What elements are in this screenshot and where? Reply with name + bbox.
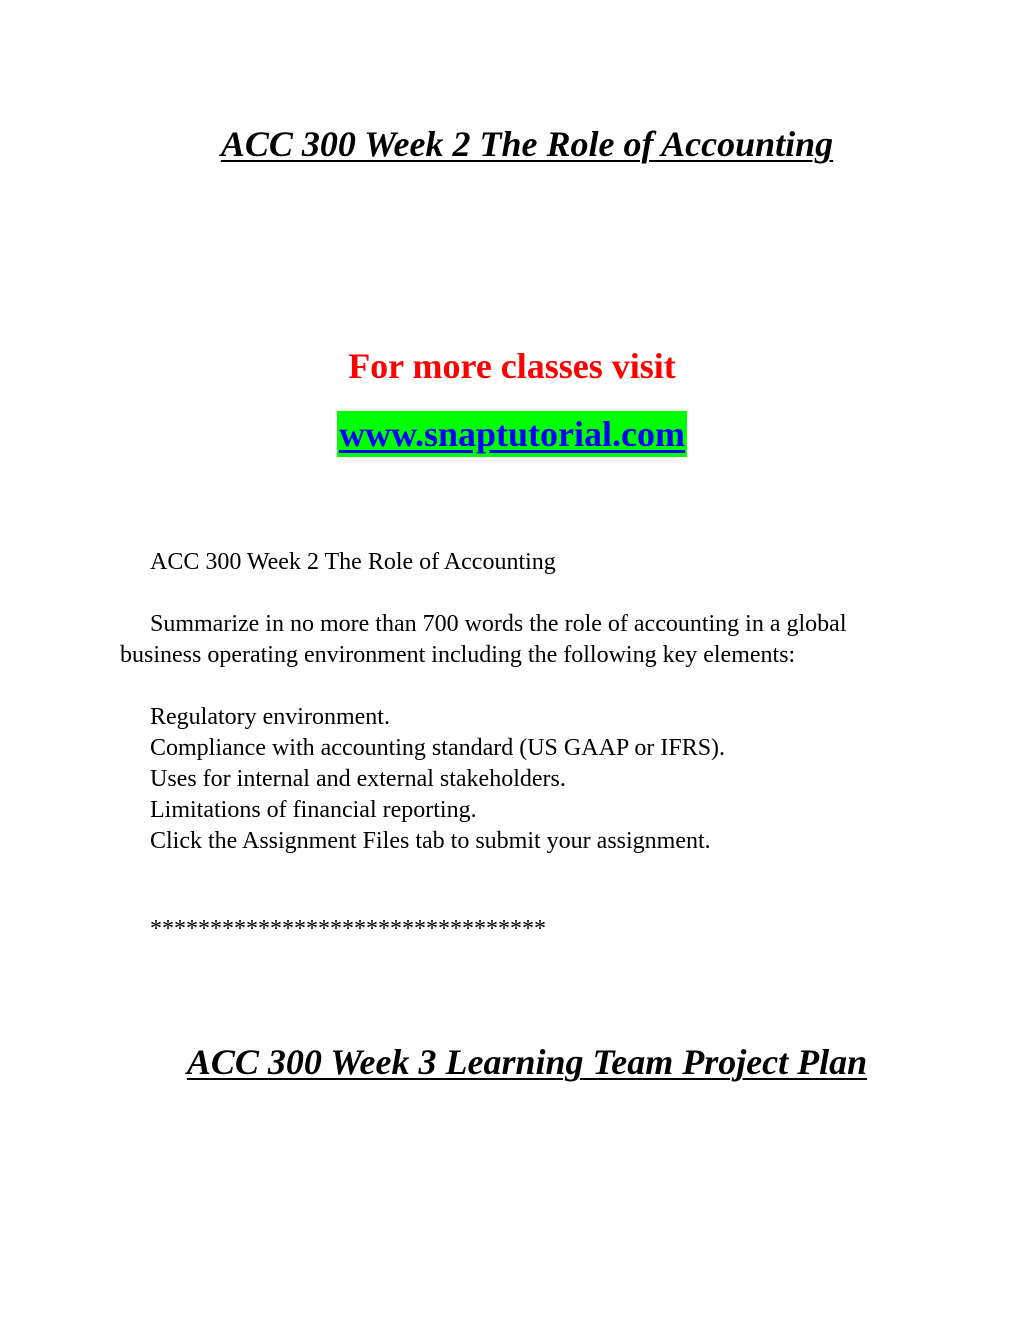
list-item: Regulatory environment. bbox=[150, 704, 390, 730]
heading-week2-text: ACC 300 Week 2 The Role of Accounting bbox=[220, 124, 834, 164]
assignment-subtitle: ACC 300 Week 2 The Role of Accounting bbox=[150, 549, 556, 575]
heading-week2 bbox=[15, 122, 1024, 166]
site-link[interactable]: www.snaptutorial.com bbox=[337, 411, 687, 457]
list-item: Uses for internal and external stakeholders. bbox=[150, 766, 566, 792]
promo-text: For more classes visit bbox=[348, 346, 676, 386]
heading-week3-text: ACC 300 Week 3 Learning Team Project Plan bbox=[186, 1042, 868, 1082]
assignment-summary: Summarize in no more than 700 words the role of accounting in a global business operating environment including the following key elements: bbox=[120, 611, 847, 668]
key-elements-list bbox=[150, 702, 725, 857]
site-link-wrapper bbox=[0, 411, 1024, 457]
list-item: Limitations of financial reporting. bbox=[150, 797, 477, 823]
separator: ********************************* bbox=[150, 916, 546, 942]
list-item: Compliance with accounting standard (US GAAP or IFRS). bbox=[150, 735, 726, 761]
list-item: Click the Assignment Files tab to submit your assignment. bbox=[150, 828, 711, 854]
heading-week3 bbox=[15, 1040, 1024, 1084]
